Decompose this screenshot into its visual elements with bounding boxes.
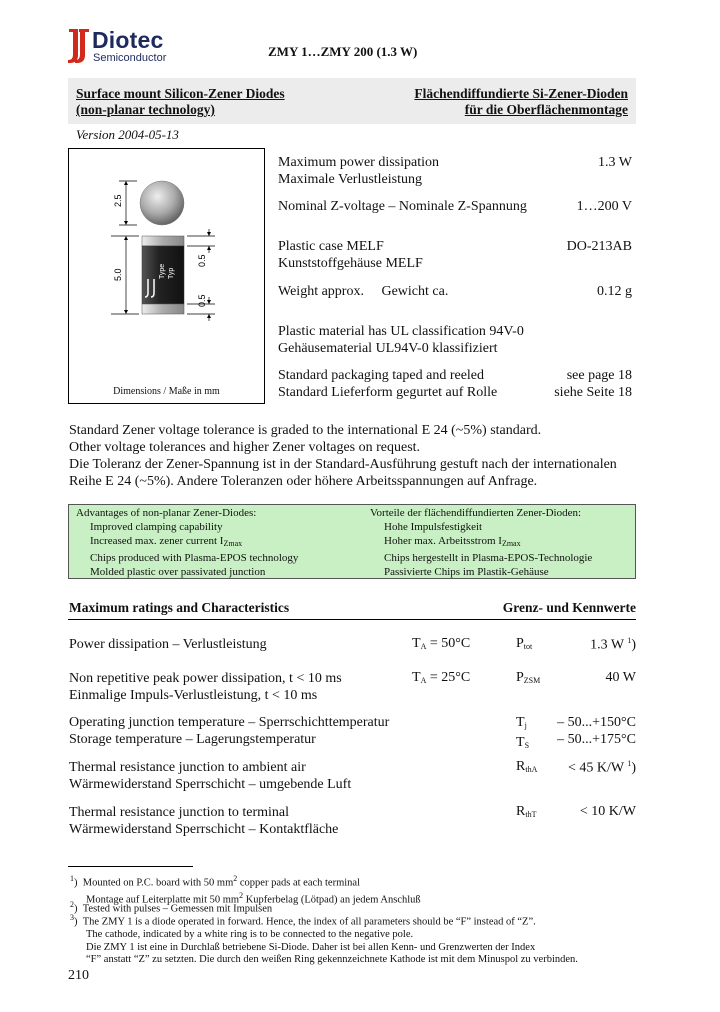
spec-power [278, 154, 439, 188]
advantages-en-title: Advantages of non-planar Zener-Diodes: [76, 507, 257, 519]
spec-ul-de: Gehäusematerial UL94V-0 klassifiziert [278, 341, 498, 356]
dim-cap-top-label: 0.5 [197, 254, 207, 267]
brand-logo [66, 26, 92, 66]
rating-row-temp-storage: Storage temperature – Lagerungstemperatur [69, 732, 316, 747]
rating-symbol: $T_j$ $T_S$ [516, 715, 530, 750]
tolerance-text [69, 422, 637, 490]
header-de-line1: Flächendiffundierte Si-Zener-Dioden [414, 86, 628, 101]
header-de [340, 86, 628, 118]
rating-symbol: $R_{thA}$ [516, 759, 538, 774]
spec-ul-en: Plastic material has UL classification 94V-0 [278, 324, 524, 339]
rating-row-temperature [69, 714, 389, 748]
rating-row-rtha-en: Thermal resistance junction to ambient air [69, 760, 306, 775]
tolerance-p2: Other voltage tolerances and higher Zener voltages on request. [69, 440, 421, 455]
spec-power-en: Maximum power dissipation [278, 155, 439, 170]
diotec-logo-icon [66, 26, 92, 66]
rating-value: 40 W [605, 670, 636, 685]
rating-row-peak-de: Einmalige Impuls-Verlustleistung, t < 10 ms [69, 688, 318, 703]
ratings-title-de: Grenz- und Kennwerte [502, 600, 636, 615]
type-marking-en: Type [159, 263, 166, 279]
spec-case-value: DO-213AB [566, 239, 632, 254]
ratings-title-en: Maximum ratings and Characteristics [69, 600, 290, 615]
footnote-divider [68, 866, 193, 867]
advantage-en-item: Molded plastic over passivated junction [90, 566, 266, 578]
rating-row-rtht-en: Thermal resistance junction to terminal [69, 805, 290, 820]
advantage-de-item: Hoher max. Arbeitsstrom $I_{Zmax}$ [384, 535, 521, 548]
spec-power-de: Maximale Verlustleistung [278, 172, 422, 187]
rating-symbol: $R_{thT}$ [516, 804, 537, 819]
version-label: Version 2004-05-13 [76, 127, 179, 142]
rating-row-rtht-de: Wärmewiderstand Sperrschicht – Kontaktfläche [69, 822, 339, 837]
spec-power-value: 1.3 W [598, 155, 632, 170]
spec-zvoltage-value: 1…200 V [576, 199, 632, 214]
rating-value: – 50...+150°C – 50...+175°C [557, 715, 636, 747]
rating-row-peak-power [69, 670, 342, 704]
brand-name: Diotec [92, 27, 164, 53]
spec-weight-value: 0.12 g [597, 284, 632, 299]
rating-value: < 45 K/W $^1$) [567, 759, 636, 776]
ratings-divider [68, 619, 636, 620]
rating-cond: $T_A = 50^\circ C$ [412, 636, 471, 651]
header-de-line2: für die Oberflächenmontage [464, 102, 628, 117]
spec-packaging [278, 367, 497, 401]
advantage-de-item: Chips hergestellt in Plasma-EPOS-Technologie [384, 552, 593, 564]
rating-symbol: $P_{ZSM}$ [516, 670, 541, 685]
melf-diode-drawing [69, 149, 264, 385]
see-page-link[interactable]: see page 18 [566, 368, 632, 383]
brand-subtitle: Semiconductor [93, 52, 167, 64]
spec-case-en: Plastic case MELF [278, 239, 384, 254]
tolerance-p4: Reihe E 24 (~5%). Andere Toleranzen oder höhere Arbeitsspannungen auf Anfrage. [69, 474, 538, 489]
footnote-2: $^2$) Tested with pulses – Gemessen mit Impulsen [70, 900, 273, 915]
rating-row-rth-ambient [69, 759, 351, 793]
advantage-en-item: Improved clamping capability [90, 521, 223, 533]
figure-caption: Dimensions / Maße in mm [113, 386, 220, 397]
rating-row-peak-en: Non repetitive peak power dissipation, t < 10 ms [69, 671, 342, 686]
dim-length-label: 5.0 [113, 268, 123, 281]
spec-zvoltage: Nominal Z-voltage – Nominale Z-Spannung [278, 199, 527, 214]
rating-symbol: $P_{tot}$ [516, 636, 533, 651]
rating-row-temp-op: Operating junction temperature – Sperrschichttemperatur [69, 715, 390, 730]
dim-cap-bottom-label: 0.5 [197, 294, 207, 307]
type-marking-de: Typ [168, 267, 175, 279]
header-en-line2: (non-planar technology) [76, 102, 215, 117]
spec-case-de: Kunststoffgehäuse MELF [278, 256, 423, 271]
footnote-1: $^1$) Mounted on P.C. board with 50 $mm^2$ copper pads at each terminal Montage auf Leiterplatte mit 50 $mm^2$ Kupferbelag (Lötpad) an jedem Anschluß [70, 874, 421, 906]
page-number: 210 [68, 968, 89, 983]
spec-packaging-ref[interactable] [500, 367, 632, 401]
footnote-3: $^3$) The ZMY 1 is a diode operated in forward. Hence, the index of all parameters should be “F” instead of “Z”. The cathode, indicated by a white ring is to be connected to the negative pole. Die ZMY 1 ist eine in Durchlaß betriebene Si-Diode. Daher ist bei allen Kenn- und Grenzwerten der Index “F” anstatt “Z” zu setzten. Die durch den weißen Ring gekennzeichnete Kathode ist mit dem Minuspol zu verbinden. [70, 913, 578, 965]
tolerance-p1: Standard Zener voltage tolerance is graded to the international E 24 (~5%) standard. [69, 423, 542, 438]
spec-packaging-de: Standard Lieferform gegurtet auf Rolle [278, 385, 498, 400]
rating-value: < 10 K/W [579, 804, 636, 819]
rating-cond: $T_A = 25^\circ C$ [412, 670, 471, 685]
page-title: ZMY 1…ZMY 200 (1.3 W) [268, 44, 418, 59]
advantage-en-item: Increased max. zener current $I_{Zmax}$ [90, 535, 243, 548]
spec-weight: Weight approx. Gewicht ca. [278, 284, 449, 299]
siehe-seite-link[interactable]: siehe Seite 18 [554, 385, 632, 400]
advantages-en [76, 506, 298, 579]
rating-row-rth-terminal [69, 804, 338, 838]
package-drawing [68, 148, 265, 404]
advantage-en-item: Chips produced with Plasma-EPOS technology [90, 552, 299, 564]
rating-row-power: Power dissipation – Verlustleistung [69, 637, 267, 652]
spec-ul [278, 323, 524, 357]
rating-value: 1.3 W $^1$) [590, 636, 636, 653]
header-en-line1: Surface mount Silicon-Zener Diodes [76, 86, 285, 101]
dim-diameter-label: 2.5 [113, 194, 123, 207]
header-en [76, 86, 285, 118]
advantages-de [370, 506, 592, 579]
rating-row-rtha-de: Wärmewiderstand Sperrschicht – umgebende Luft [69, 777, 352, 792]
advantage-de-item: Passivierte Chips im Plastik-Gehäuse [384, 566, 549, 578]
spec-case [278, 238, 423, 272]
advantages-de-title: Vorteile der flächendiffundierten Zener-Dioden: [370, 507, 582, 519]
spec-packaging-en: Standard packaging taped and reeled [278, 368, 485, 383]
advantage-de-item: Hohe Impulsfestigkeit [384, 521, 483, 533]
tolerance-p3: Die Toleranz der Zener-Spannung ist in der Standard-Ausführung gestuft nach der internationalen [69, 457, 617, 472]
